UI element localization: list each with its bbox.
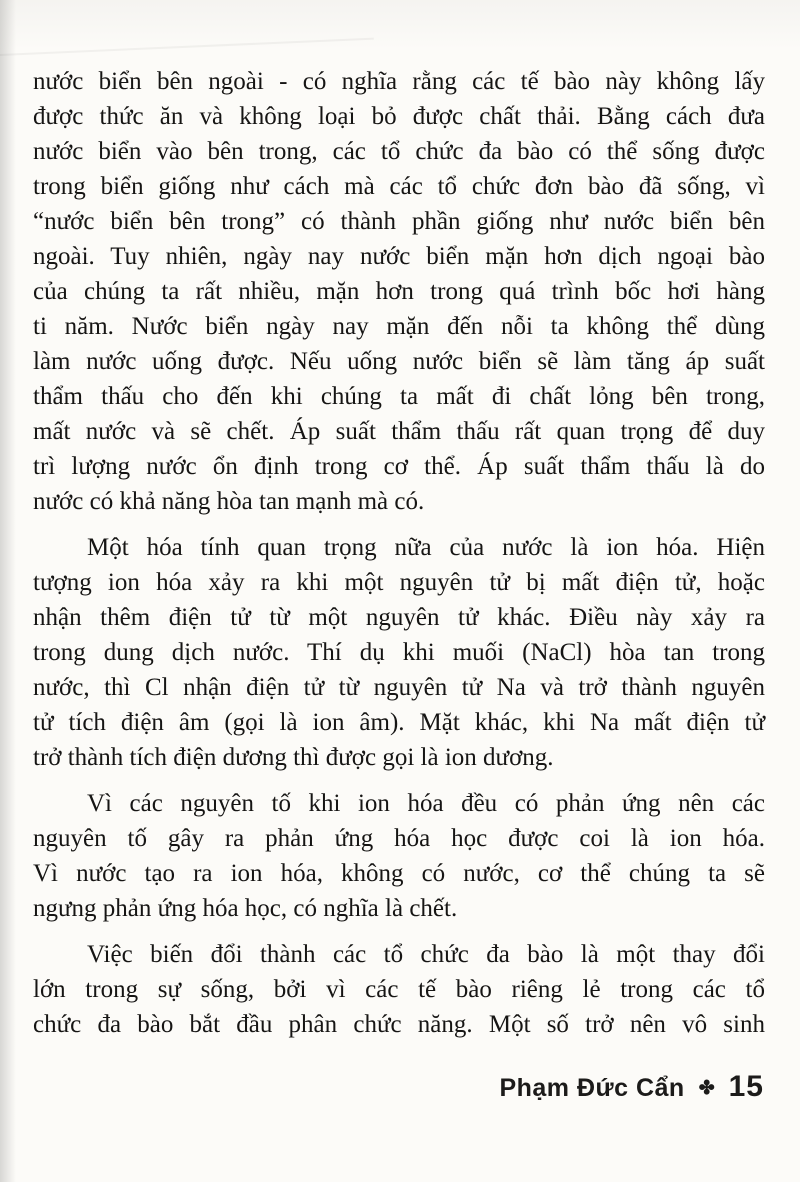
quatrefoil-icon: ✤ [698, 1078, 715, 1099]
text-line: Việc biến đổi thành các tổ chức đa bào là một thay đổi [87, 941, 765, 968]
text-line: được thức ăn và không loại bỏ được chất thải. Bằng cách đưa [33, 103, 765, 130]
paragraph [33, 530, 765, 775]
text-line: tượng ion hóa xảy ra khi một nguyên tử bị mất điện tử, hoặc [33, 569, 765, 596]
text-line: trở thành tích điện dương thì được gọi là ion dương. [33, 744, 554, 771]
paragraph [33, 937, 765, 1042]
text-line: mất nước và sẽ chết. Áp suất thẩm thấu rất quan trọng để duy [33, 418, 765, 445]
text-line: Vì các nguyên tố khi ion hóa đều có phản ứng nên các [87, 790, 765, 817]
text-line: ngưng phản ứng hóa học, có nghĩa là chết. [33, 895, 458, 922]
author-name: Phạm Đức Cẩn [499, 1074, 685, 1102]
scan-top-vignette [0, 0, 800, 50]
page-number: 15 [728, 1070, 764, 1103]
text-line: trong dung dịch nước. Thí dụ khi muối (NaCl) hòa tan trong [33, 639, 765, 666]
text-line: tử tích điện âm (gọi là ion âm). Mặt khác, khi Na mất điện tử [33, 709, 765, 736]
text-line: trong biển giống như cách mà các tổ chức đơn bào đã sống, vì [33, 173, 765, 200]
text-line: “nước biển bên trong” có thành phần giống như nước biển bên [33, 208, 765, 235]
text-line: ngoài. Tuy nhiên, ngày nay nước biển mặn hơn dịch ngoại bào [33, 243, 765, 270]
scan-edge-shadow [0, 0, 16, 1182]
text-line: chức đa bào bắt đầu phân chức năng. Một số trở nên vô sinh [33, 1011, 765, 1038]
text-line: Vì nước tạo ra ion hóa, không có nước, cơ thể chúng ta sẽ [33, 860, 765, 887]
page-body [33, 64, 765, 1053]
text-line: Một hóa tính quan trọng nữa của nước là ion hóa. Hiện [87, 534, 765, 561]
paragraph [33, 786, 765, 926]
text-line: nước có khả năng hòa tan mạnh mà có. [33, 488, 425, 515]
scan-crease [0, 38, 374, 57]
page-footer [499, 1070, 764, 1104]
text-line: trì lượng nước ổn định trong cơ thể. Áp suất thẩm thấu là do [33, 453, 765, 480]
text-line: làm nước uống được. Nếu uống nước biển sẽ làm tăng áp suất [33, 348, 765, 375]
text-line: nước biển bên ngoài - có nghĩa rằng các tế bào này không lấy [33, 68, 765, 95]
text-line: nước, thì Cl nhận điện tử từ nguyên tử Na và trở thành nguyên [33, 674, 765, 701]
text-line: thẩm thấu cho đến khi chúng ta mất đi chất lỏng bên trong, [33, 383, 765, 410]
text-line: của chúng ta rất nhiều, mặn hơn trong quá trình bốc hơi hàng [33, 278, 765, 305]
text-line: nhận thêm điện tử từ một nguyên tử khác. Điều này xảy ra [33, 604, 765, 631]
text-line: ti năm. Nước biển ngày nay mặn đến nỗi ta không thể dùng [33, 313, 765, 340]
text-line: nguyên tố gây ra phản ứng hóa học được coi là ion hóa. [33, 825, 765, 852]
text-line: lớn trong sự sống, bởi vì các tế bào riêng lẻ trong các tổ [33, 976, 765, 1003]
text-line: nước biển vào bên trong, các tổ chức đa bào có thể sống được [33, 138, 765, 165]
paragraph [33, 64, 765, 519]
